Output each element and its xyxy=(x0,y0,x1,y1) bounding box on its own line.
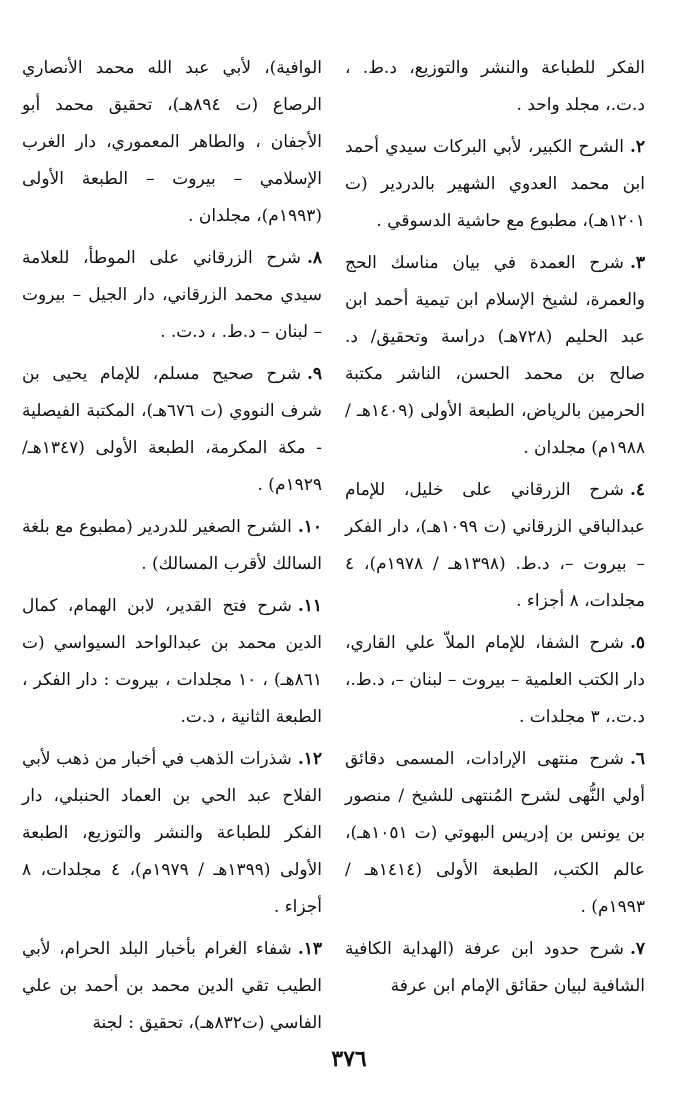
right-column xyxy=(345,50,645,1010)
reference-entry-3 xyxy=(345,245,645,467)
entry-text: شرح صحيح مسلم، للإمام يحيى بن شرف النووي (ت ٦٧٦هـ)، المكتبة الفيصلية - مكة المكرمة، الطبعة الأولى (١٣٤٧هـ/ ١٩٢٩م) . xyxy=(22,364,322,495)
entry-text: شرح فتح القدير، لابن الهمام، كمال الدين محمد بن عبدالواحد السيواسي (ت ٨٦١هـ) ، ١٠ مجلدات ، بيروت : دار الفكر ، الطبعة الثانية ، د.ت. xyxy=(22,596,322,727)
left-column xyxy=(22,50,322,1047)
entry-text: شرح الزرقاني على خليل، للإمام عبدالباقي الزرقاني (ت ١٠٩٩هـ)، دار الفكر – بيروت –، د.ط. (١٣٩٨هـ / ١٩٧٨م)، ٤ مجلدات، ٨ أجزاء . xyxy=(345,480,645,611)
reference-entry-9 xyxy=(22,356,322,504)
entry-number: ١٢. xyxy=(297,749,322,769)
entry-text: شرح حدود ابن عرفة (الهداية الكافية الشافية لبيان حقائق الإمام ابن عرفة xyxy=(345,939,645,996)
continuation-text: الفكر للطباعة والنشر والتوزيع، د.ط. ، د.ت.، مجلد واحد . xyxy=(345,58,645,115)
reference-entry-4 xyxy=(345,472,645,620)
entry-text: شرح العمدة في بيان مناسك الحج والعمرة، لشيخ الإسلام ابن تيمية أحمد ابن عبد الحليم (٧٢٨هـ) دراسة وتحقيق/ د. صالح بن محمد الحسن، الناشر مكتبة الحرمين بالرياض، الطبعة الأولى (١٤٠٩هـ / ١٩٨٨م) مجلدان . xyxy=(345,253,646,458)
entry-number: ٩. xyxy=(306,364,322,384)
entry-number: ٧. xyxy=(629,939,645,959)
reference-entry-12 xyxy=(22,741,322,926)
reference-entry-10 xyxy=(22,509,322,583)
reference-entry-2 xyxy=(345,129,645,240)
entry-number: ١٠. xyxy=(297,517,322,537)
continuation-text: الوافية)، لأبي عبد الله محمد الأنصاري الرصاع (ت ٨٩٤هـ)، تحقيق محمد أبو الأجفان ، والطاهر المعموري، دار الغرب الإسلامي – بيروت – الطبعة الأولى (١٩٩٣م)، مجلدان . xyxy=(22,58,322,226)
entry-number: ١٣. xyxy=(297,939,322,959)
page-number: ٣٧٦ xyxy=(331,1046,367,1072)
reference-entry-8 xyxy=(22,240,322,351)
entry-text: الشرح الكبير، لأبي البركات سيدي أحمد ابن محمد العدوي الشهير بالدردير (ت ١٢٠١هـ)، مطبوع مع حاشية الدسوقي . xyxy=(345,137,645,231)
entry-text: الشرح الصغير للدردير (مطبوع مع بلغة السالك لأقرب المسالك) . xyxy=(22,517,322,574)
entry-number: ٤. xyxy=(629,480,645,500)
entry-number: ٥. xyxy=(629,633,645,653)
entry-number: ١١. xyxy=(297,596,322,616)
entry-number: ٦. xyxy=(629,749,645,769)
entry-text: شرح الشفا، للإمام الملاّ علي القاري، دار الكتب العلمية – بيروت – لبنان –، د.ط.، د.ت.، ٣ مجلدات . xyxy=(345,633,645,727)
reference-entry-5 xyxy=(345,625,645,736)
entry-text: شرح الزرقاني على الموطأ، للعلامة سيدي محمد الزرقاني، دار الجيل – بيروت – لبنان – د.ط. ، د.ت. . xyxy=(22,248,322,342)
reference-entry-6 xyxy=(345,741,645,926)
reference-entry-11 xyxy=(22,588,322,736)
entry-text: شرح منتهى الإرادات، المسمى دقائق أولي النُّهى لشرح المُنتهى للشيخ / منصور بن يونس بن إدريس البهوتي (ت ١٠٥١هـ)، عالم الكتب، الطبعة الأولى (١٤١٤هـ / ١٩٩٣م) . xyxy=(345,749,646,917)
entry-text: شفاء الغرام بأخبار البلد الحرام، لأبي الطيب تقي الدين محمد بن أحمد بن علي الفاسي (ت٨٣٢هـ)، تحقيق : لجنة xyxy=(22,939,322,1033)
reference-entry-7 xyxy=(345,931,645,1005)
entry-number: ٨. xyxy=(306,248,322,268)
entry-number: ٣. xyxy=(629,253,645,273)
entry-text: شذرات الذهب في أخبار من ذهب لأبي الفلاح عبد الحي بن العماد الحنبلي، دار الفكر للطباعة والنشر والتوزيع، الطبعة الأولى (١٣٩٩هـ / ١٩٧٩م)، ٤ مجلدات، ٨ أجزاء . xyxy=(22,749,323,917)
reference-entry-13 xyxy=(22,931,322,1042)
entry-number: ٢. xyxy=(629,137,645,157)
